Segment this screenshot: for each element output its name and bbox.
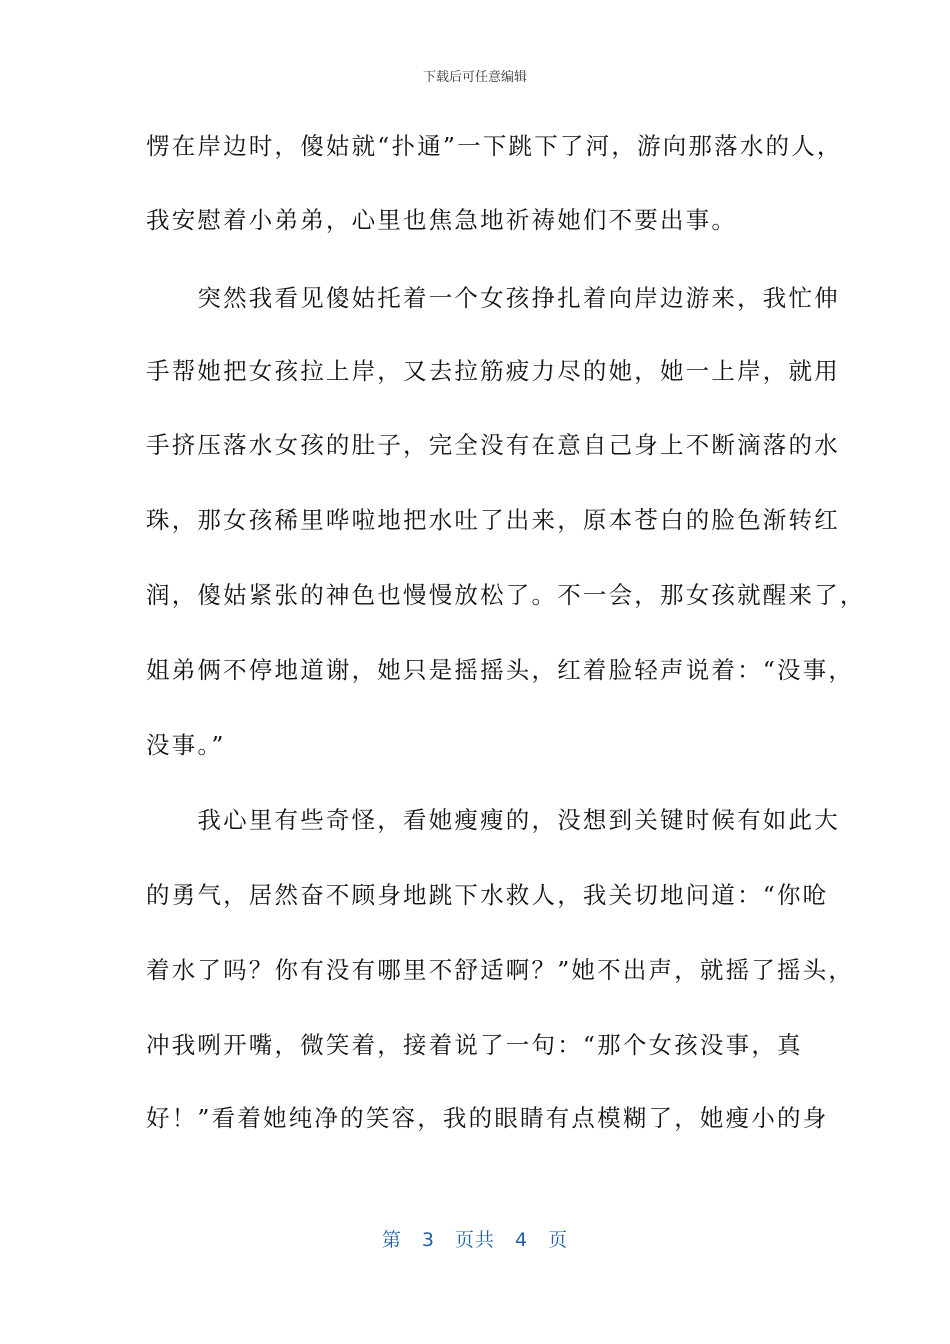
text-line: 好！”看着她纯净的笑容，我的眼睛有点模糊了，她瘦小的身 [146,1104,829,1132]
page-footer [0,1225,950,1252]
text-line: 手挤压落水女孩的肚子，完全没有在意自己身上不断滴落的水 [146,431,840,459]
page-total: 4 [515,1229,529,1251]
text-line: 着水了吗？你有没有哪里不舒适啊？”她不出声，就摇了摇头， [146,956,855,984]
text-line: 润，傻姑紧张的神色也慢慢放松了。不一会，那女孩就醒来了， [146,581,866,609]
page-label-prefix: 第 [381,1229,402,1251]
page-header: 下载后可任意编辑 [422,70,527,85]
text-line: 珠，那女孩稀里哗啦地把水吐了出来，原本苍白的脸色渐转红 [146,506,840,534]
text-line: 突然我看见傻姑托着一个女孩挣扎着向岸边游来，我忙伸 [146,284,840,312]
page-label-suffix: 页 [548,1229,569,1251]
text-line: 我心里有些奇怪，看她瘦瘦的，没想到关键时候有如此大 [146,806,840,834]
text-line: 我安慰着小弟弟，心里也焦急地祈祷她们不要出事。 [146,206,738,234]
page-current: 3 [421,1229,435,1251]
text-line: 手帮她把女孩拉上岸，又去拉筋疲力尽的她，她一上岸，就用 [146,357,840,385]
text-line: 愣在岸边时，傻姑就“扑通”一下跳下了河，游向那落水的人， [146,132,843,160]
text-line: 姐弟俩不停地道谢，她只是摇摇头，红着脸轻声说着：“没事， [146,656,855,684]
text-line: 没事。” [146,731,226,759]
text-line: 冲我咧开嘴，微笑着，接着说了一句：“那个女孩没事，真 [146,1031,803,1059]
text-line: 的勇气，居然奋不顾身地跳下水救人，我关切地问道：“你呛 [146,881,829,909]
page-label-mid: 页共 [454,1229,495,1251]
